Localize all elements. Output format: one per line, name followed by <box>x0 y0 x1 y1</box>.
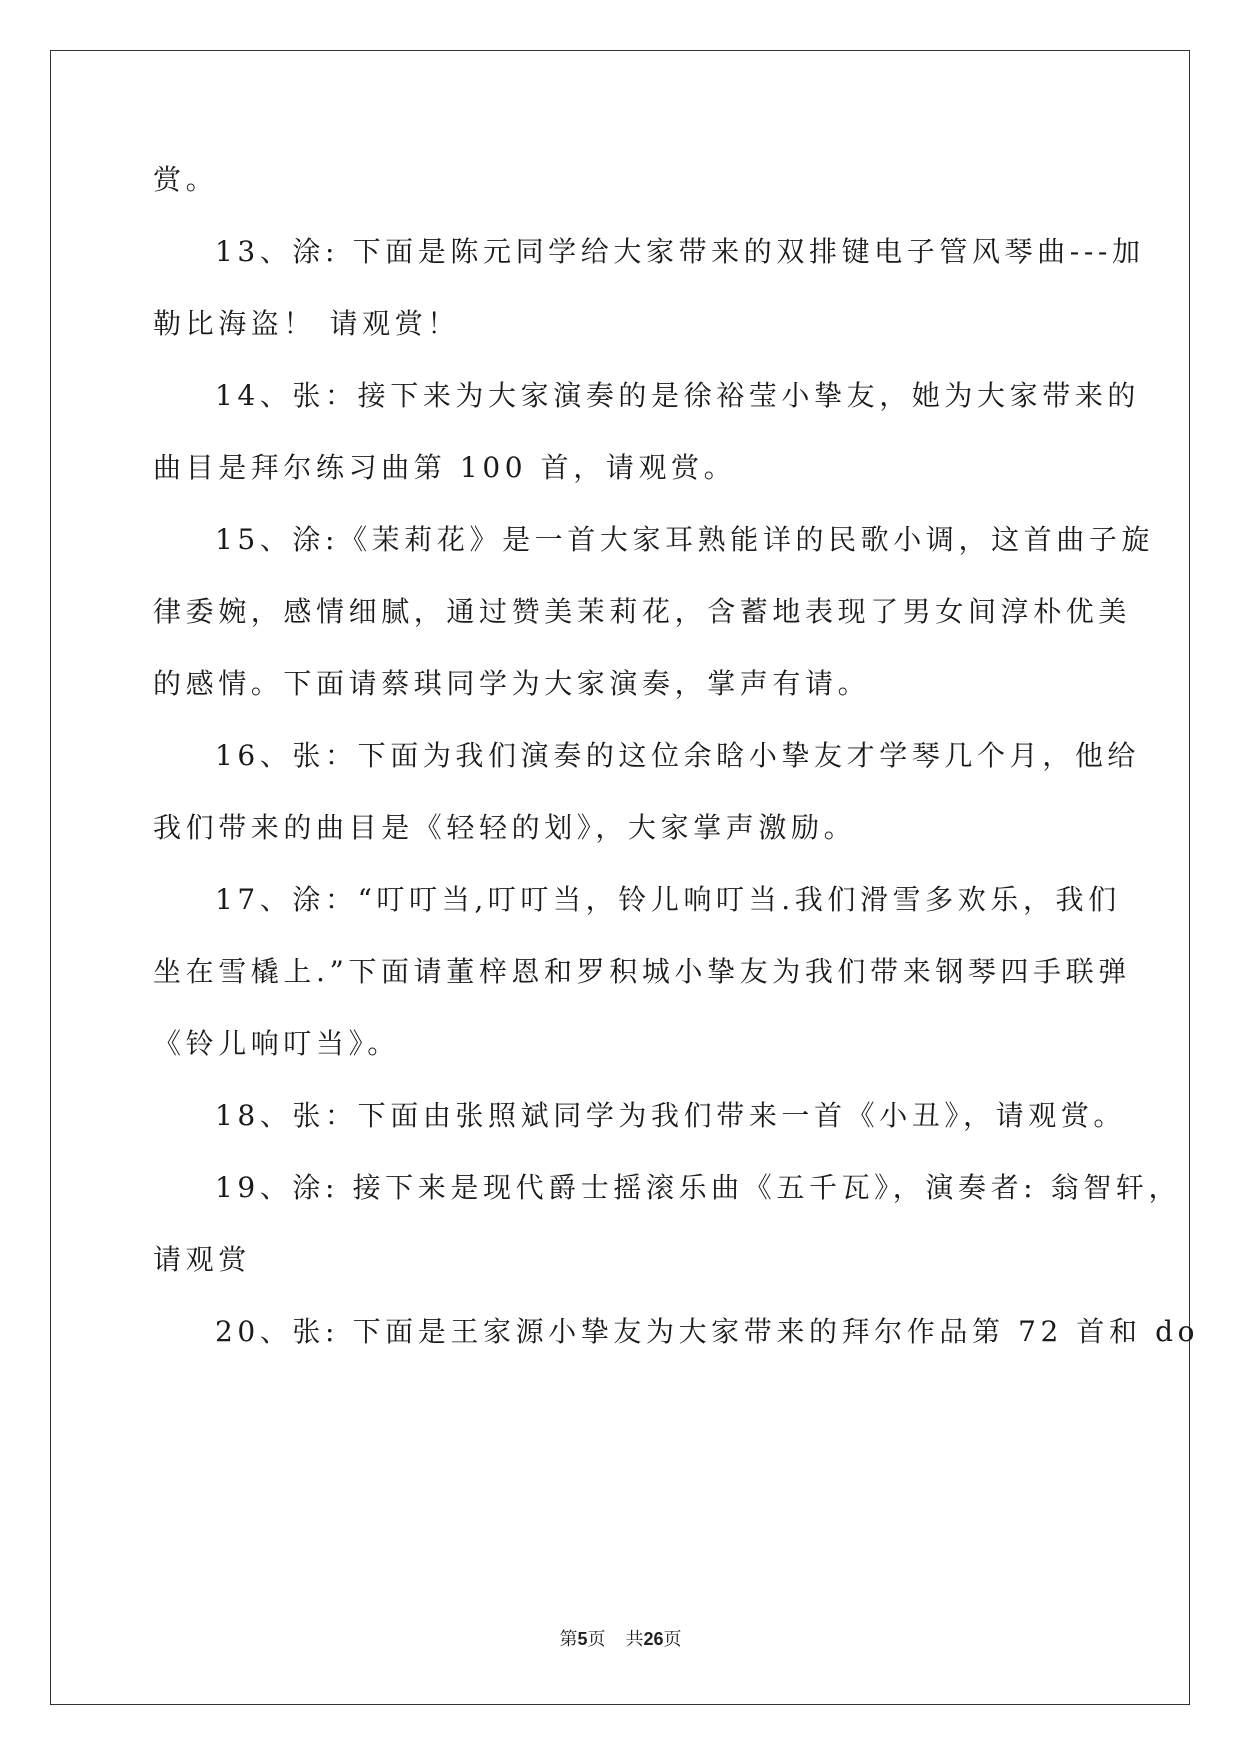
footer-prefix: 第 <box>559 1629 578 1650</box>
text-line: 《铃儿响叮当》。 <box>153 1027 400 1060</box>
text-line: 15、涂:《茉莉花》是一首大家耳熟能详的民歌小调，这首曲子旋 <box>215 523 1155 556</box>
text-line: 19、涂: 接下来是现代爵士摇滚乐曲《五千瓦》，演奏者: 翁智轩， <box>215 1171 1182 1204</box>
footer-page-suffix: 页 <box>587 1629 606 1650</box>
page-border <box>50 50 1190 1705</box>
text-line: 17、涂：“叮叮当,叮叮当，铃儿响叮当.我们滑雪多欢乐，我们 <box>215 883 1121 916</box>
text-line: 律委婉，感情细腻，通过赞美茉莉花，含蓄地表现了男女间淳朴优美 <box>153 595 1132 628</box>
text-line: 14、张：接下来为大家演奏的是徐裕莹小挚友，她为大家带来的 <box>215 379 1141 412</box>
text-line: 的感情。下面请蔡琪同学为大家演奏，掌声有请。 <box>153 667 871 700</box>
text-line: 赏。 <box>153 163 219 196</box>
text-line: 我们带来的曲目是《轻轻的划》，大家掌声激励。 <box>153 811 857 844</box>
text-line: 勒比海盗！ 请观赏！ <box>153 307 460 340</box>
text-line: 坐在雪橇上.”下面请董梓恩和罗积城小挚友为我们带来钢琴四手联弹 <box>153 955 1131 988</box>
footer-total-pages: 26 <box>643 1629 664 1649</box>
footer-page-number: 5 <box>577 1629 588 1649</box>
text-line: 请观赏 <box>153 1243 251 1276</box>
footer-total-prefix: 共 <box>625 1629 644 1650</box>
text-line: 13、涂: 下面是陈元同学给大家带来的双排键电子管风琴曲---加 <box>215 235 1145 268</box>
text-line: 20、张: 下面是王家源小挚友为大家带来的拜尔作品第 72 首和 do <box>215 1315 1200 1348</box>
text-line: 18、张：下面由张照斌同学为我们带来一首《小丑》，请观赏。 <box>215 1099 1127 1132</box>
page-footer <box>0 1625 1241 1651</box>
footer-total-suffix: 页 <box>663 1629 682 1650</box>
text-line: 16、张：下面为我们演奏的这位余晗小挚友才学琴几个月，他给 <box>215 739 1141 772</box>
text-line: 曲目是拜尔练习曲第 100 首，请观赏。 <box>153 451 737 484</box>
